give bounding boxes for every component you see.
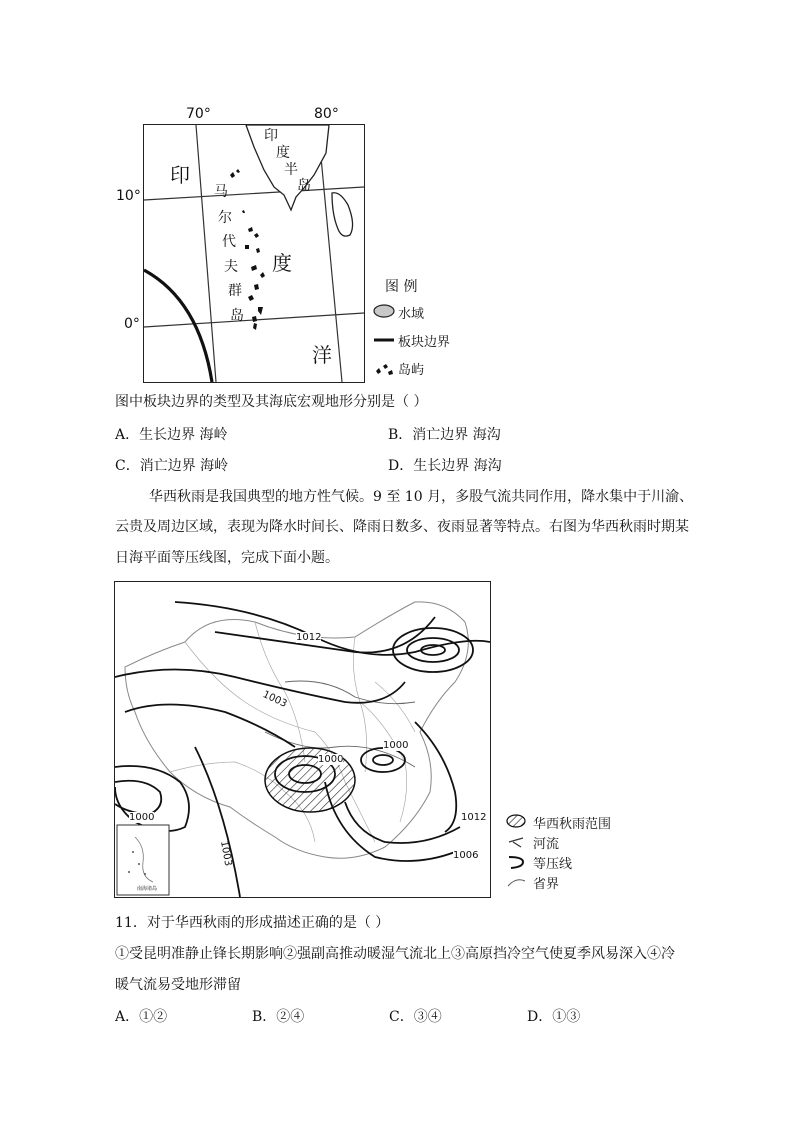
inset-label: 南海诸岛 [137, 886, 158, 892]
latitude-10-label: 10° [116, 188, 141, 204]
isobar-label-1012-top: 1012 [296, 632, 322, 643]
q10-option-b: B．消亡边界 海沟 [388, 427, 501, 443]
legend-river-label: 河流 [533, 837, 560, 852]
isobar-legend-icon [505, 854, 527, 870]
legend-rain-label: 华西秋雨范围 [533, 817, 612, 832]
map1-legend-title: 图 例 [385, 279, 418, 295]
peninsula-char-1: 印 [264, 128, 278, 144]
isobar-label-1006: 1006 [453, 850, 479, 861]
parallel-10 [144, 187, 364, 200]
islands-legend-icon [372, 360, 396, 376]
longitude-70-label: 70° [186, 106, 211, 122]
q11-option-c: C．③④ [389, 1009, 442, 1025]
maldives-char-1: 马 [214, 184, 228, 200]
peninsula-char-4: 岛 [297, 178, 311, 194]
sri-lanka-land [332, 193, 353, 236]
q11-option-d: D．①③ [527, 1009, 581, 1025]
province-legend-icon [505, 874, 527, 890]
river-legend-icon [505, 834, 527, 850]
q10-option-d: D．生长边界 海沟 [388, 458, 502, 474]
legend-islands-label: 岛屿 [398, 363, 425, 378]
legend-isobar-label: 等压线 [533, 857, 573, 872]
q11-option-b: B．②④ [252, 1009, 305, 1025]
longitude-80-label: 80° [314, 106, 339, 122]
meridian-70 [196, 125, 216, 382]
maldives-char-6: 岛 [230, 308, 244, 324]
maldives-char-3: 代 [222, 234, 236, 250]
peninsula-char-3: 半 [284, 162, 298, 178]
intro-line-1: 华西秋雨是我国典型的地方性气候。9 至 10 月，多股气流共同作用，降水集中于川渝、 [149, 489, 694, 505]
map2-graphics [115, 582, 490, 897]
q11-stem: 11．对于华西秋雨的形成描述正确的是（ ） [115, 915, 390, 931]
q10-stem: 图中板块边界的类型及其海底宏观地形分别是（ ） [115, 394, 428, 410]
map1-frame [143, 124, 365, 383]
legend-water-label: 水域 [398, 307, 425, 322]
intro-line-2: 云贵及周边区域，表现为降水时间长、降雨日数多、夜雨显著等特点。右图为华西秋雨时期某 [115, 519, 689, 535]
isobar-label-1012-east: 1012 [461, 812, 487, 823]
isobar-label-1003: 1003 [260, 689, 289, 710]
label-du: 度 [272, 251, 292, 275]
maldives-char-4: 夫 [224, 259, 238, 275]
maldives-char-5: 群 [228, 283, 242, 299]
isobar-label-1000-center: 1000 [318, 754, 344, 765]
label-yang: 洋 [312, 343, 332, 367]
isobar-label-1000-west: 1000 [129, 812, 155, 823]
latitude-0-label: 0° [124, 316, 140, 332]
rain-area-legend-icon [505, 813, 527, 829]
q11-option-a: A．①② [115, 1009, 168, 1025]
isobar-label-1003-south: 1003 [218, 840, 234, 867]
q10-option-a: A．生长边界 海岭 [115, 427, 228, 443]
q10-option-c: C．消亡边界 海岭 [115, 458, 229, 474]
legend-province-label: 省界 [533, 877, 560, 892]
label-yin: 印 [170, 163, 190, 187]
q11-statements-line-2: 暖气流易受地形滞留 [115, 977, 241, 993]
maldives-char-2: 尔 [218, 210, 232, 226]
legend-boundary-label: 板块边界 [398, 335, 451, 350]
peninsula-char-2: 度 [276, 145, 290, 161]
water-legend-icon [372, 303, 396, 319]
isobar-label-1000-east: 1000 [383, 740, 409, 751]
q11-statements-line-1: ①受昆明准静止锋长期影响②强副高推动暖湿气流北上③高原挡冷空气使夏季风易深入④冷 [115, 946, 675, 962]
intro-line-3: 日海平面等压线图，完成下面小题。 [115, 550, 339, 566]
map2-frame [114, 581, 491, 898]
plate-boundary-legend-icon [372, 332, 396, 348]
